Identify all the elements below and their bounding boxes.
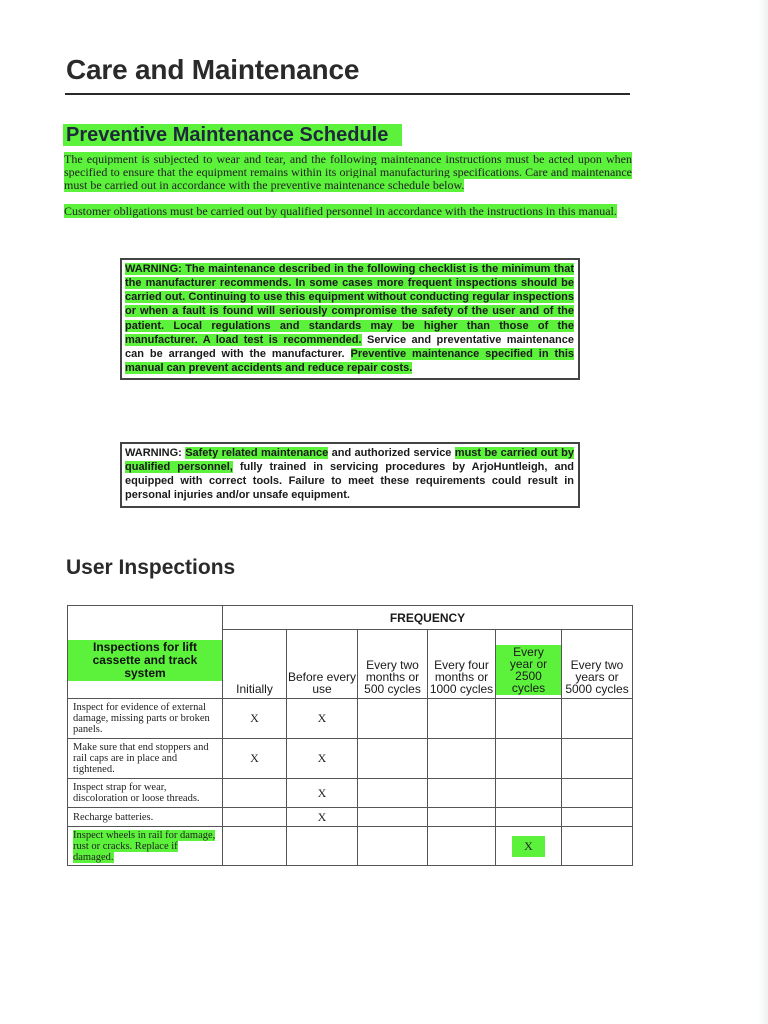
task-column-header-text: Inspections for lift cassette and track system	[68, 640, 222, 681]
mark-cell: X	[287, 739, 358, 779]
column-header-before-every-use: Before every use	[287, 630, 358, 699]
mark-cell	[562, 779, 633, 808]
mark-cell	[496, 827, 562, 866]
table-corner-cell	[68, 606, 223, 630]
user-inspections-heading: User Inspections	[66, 556, 236, 579]
mark-cell: X	[287, 779, 358, 808]
mark-cell	[496, 779, 562, 808]
mark-highlighted: X	[512, 836, 545, 857]
task-cell: Inspect for evidence of external damage, missing parts or broken panels.	[68, 699, 223, 739]
mark-cell	[223, 827, 287, 866]
mark-cell	[496, 739, 562, 779]
task-column-header	[68, 630, 223, 699]
mark-cell	[562, 699, 633, 739]
table-row	[68, 739, 633, 779]
mark-cell	[287, 827, 358, 866]
preventive-intro-text: The equipment is subjected to wear and tear, and the following maintenance instructions must be acted upon when specified to ensure that the equipment remains within its original manufacturing specifications. Care and maintenance must be carried out in accordance with the preventive maintenance schedule below.	[64, 152, 632, 192]
warning2-plain-2: fully trained in servicing procedures by ArjoHuntleigh, and equipped with correct tools. Failure to meet these requirements could result in personal injuries and/or unsafe equipment.	[125, 461, 575, 502]
customer-obligations-text: Customer obligations must be carried out by qualified personnel in accordance with the instructions in this manual.	[64, 204, 617, 218]
warning2-highlight-2: must be carried out by qualified personnel,	[125, 447, 574, 474]
column-header-every-two-months: Every two months or 500 cycles	[358, 630, 428, 699]
mark-cell	[428, 699, 496, 739]
mark-cell	[428, 739, 496, 779]
page-title: Care and Maintenance	[66, 54, 360, 85]
maintenance-warning-box	[120, 258, 580, 380]
customer-obligations-paragraph	[64, 205, 632, 218]
scan-page-edge	[758, 0, 768, 1024]
column-header-initially: Initially	[223, 630, 287, 699]
mark-cell	[496, 699, 562, 739]
mark-cell: X	[223, 739, 287, 779]
table-row	[68, 808, 633, 827]
task-cell: Make sure that end stoppers and rail caps are in place and tightened.	[68, 739, 223, 779]
mark-cell	[562, 808, 633, 827]
mark-cell: X	[287, 699, 358, 739]
task-cell	[68, 827, 223, 866]
mark-cell	[562, 739, 633, 779]
warning1-highlight-1: WARNING: The maintenance described in the following checklist is the minimum that the manufacturer recommends. In some cases more frequent inspections should be carried out. Continuing to use this equipment without conducting regular inspections or when a fault is found will seriously compromise the safety of the user and of the patient. Local regulations and standards may be higher than those of the manufacturer. A load test is recommended.	[125, 263, 574, 346]
mark-cell	[358, 779, 428, 808]
mark-cell: X	[223, 699, 287, 739]
mark-cell	[358, 808, 428, 827]
table-row	[68, 779, 633, 808]
warning2-plain-1: and authorized service	[328, 447, 455, 459]
mark-cell	[562, 827, 633, 866]
mark-cell	[428, 779, 496, 808]
inspection-schedule-table	[67, 605, 633, 866]
table-row	[68, 827, 633, 866]
preventive-maintenance-heading-text: Preventive Maintenance Schedule	[63, 124, 402, 146]
mark-cell	[358, 827, 428, 866]
mark-cell	[358, 699, 428, 739]
task-cell-highlighted-text: Inspect wheels in rail for damage, rust or cracks. Replace if damaged.	[73, 829, 216, 863]
task-cell: Recharge batteries.	[68, 808, 223, 827]
warning1-highlight-2: Preventive maintenance specified in this manual can prevent accidents and reduce repair costs.	[125, 347, 574, 375]
column-header-every-two-years: Every two years or 5000 cycles	[562, 630, 633, 699]
column-header-every-four-months: Every four months or 1000 cycles	[428, 630, 496, 699]
warning2-label: WARNING:	[125, 447, 186, 459]
mark-cell: X	[287, 808, 358, 827]
warning2-highlight-1: Safety related maintenance	[185, 447, 329, 459]
preventive-maintenance-heading	[63, 122, 402, 149]
mark-cell	[223, 779, 287, 808]
mark-cell	[496, 808, 562, 827]
task-cell: Inspect strap for wear, discoloration or loose threads.	[68, 779, 223, 808]
mark-cell	[428, 808, 496, 827]
title-divider	[65, 93, 630, 95]
table-row	[68, 699, 633, 739]
frequency-header: FREQUENCY	[223, 606, 633, 630]
mark-cell	[428, 827, 496, 866]
mark-cell	[358, 739, 428, 779]
column-header-every-year-text: Every year or 2500 cycles	[496, 645, 561, 695]
warning1-plain-text: Service and preventative maintenance can be arranged with the manufacturer.	[125, 333, 574, 360]
column-header-every-year	[496, 630, 562, 699]
mark-cell	[223, 808, 287, 827]
safety-warning-box	[120, 442, 580, 508]
preventive-intro-paragraph	[64, 153, 632, 192]
